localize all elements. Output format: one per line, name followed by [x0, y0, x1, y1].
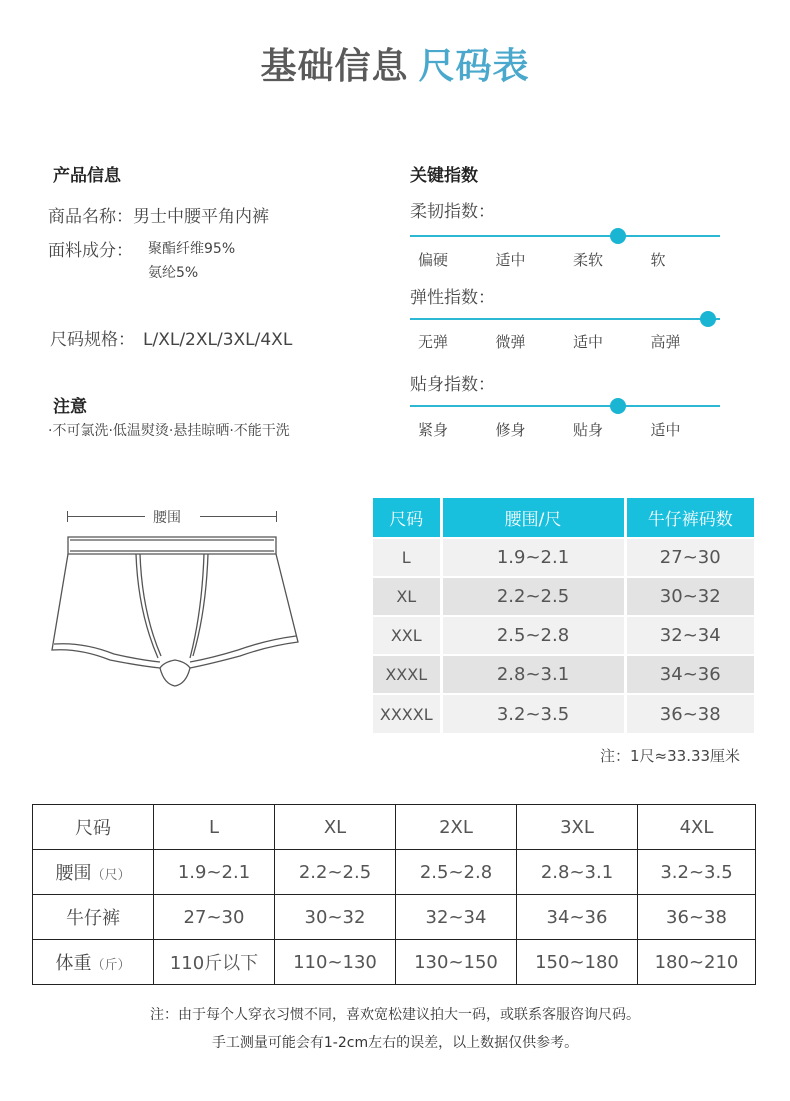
table-cell: L [154, 805, 275, 850]
row-label: 牛仔裤 [66, 908, 120, 929]
table-row [373, 577, 754, 616]
table-row [33, 805, 756, 850]
table-cell: 27~30 [625, 538, 754, 577]
fit-knob [610, 398, 626, 414]
size-table-header: 腰围/尺 [441, 498, 625, 538]
table-cell: 1.9~2.1 [154, 850, 275, 895]
table-row [373, 694, 754, 733]
option: 贴身 [573, 421, 604, 439]
spec-row [50, 325, 292, 350]
table-cell: 32~34 [396, 895, 517, 940]
table-cell: 34~36 [625, 655, 754, 694]
option: 紧身 [418, 421, 449, 439]
table-cell: XL [373, 577, 441, 616]
option: 适中 [573, 333, 604, 351]
softness-label: 柔韧指数： [410, 202, 495, 222]
option: 修身 [495, 421, 526, 439]
table-cell: L [373, 538, 441, 577]
table-cell: 尺码 [33, 805, 154, 850]
key-index-heading: 关键指数 [410, 166, 478, 186]
elasticity-label: 弹性指数： [410, 288, 495, 308]
table-row [373, 538, 754, 577]
table-cell: 110~130 [275, 940, 396, 985]
table-cell: XXXL [373, 655, 441, 694]
table-row [33, 940, 756, 985]
table-cell: XXXXL [373, 694, 441, 733]
waist-label: 腰围 [153, 510, 181, 526]
notice-text: ·不可氯洗·低温熨烫·悬挂晾晒·不能干洗 [48, 423, 290, 439]
option: 微弹 [495, 333, 526, 351]
table-row [373, 655, 754, 694]
table-cell: 34~36 [517, 895, 638, 940]
table-cell: 2.8~3.1 [441, 655, 625, 694]
table-row [373, 616, 754, 655]
table-cell: 150~180 [517, 940, 638, 985]
waist-marker-right [276, 511, 277, 522]
table-cell: 110斤以下 [154, 940, 275, 985]
table-cell: 32~34 [625, 616, 754, 655]
table-cell: 3.2~3.5 [638, 850, 756, 895]
option: 适中 [495, 251, 526, 269]
table-cell: 2.5~2.8 [396, 850, 517, 895]
notice-heading: 注意 [53, 397, 87, 417]
unit-note: 注：1尺≈33.33厘米 [600, 747, 741, 765]
option: 偏硬 [418, 251, 449, 269]
option: 高弹 [650, 333, 681, 351]
table-cell: 36~38 [638, 895, 756, 940]
title-part1: 基础信息 [260, 46, 409, 87]
row-unit: （斤） [91, 958, 131, 973]
fit-track [410, 405, 720, 407]
table-cell: 180~210 [638, 940, 756, 985]
option: 无弹 [418, 333, 449, 351]
waist-line-right [200, 516, 276, 517]
table-cell: 36~38 [625, 694, 754, 733]
row-label: 体重 [55, 953, 92, 974]
table-cell: 2.5~2.8 [441, 616, 625, 655]
size-chart-table [32, 804, 756, 985]
row-label-cell [33, 940, 154, 985]
product-info-heading: 产品信息 [53, 166, 121, 186]
row-label: 腰围 [55, 863, 92, 884]
option: 软 [650, 251, 666, 269]
product-name-value: 男士中腰平角内裤 [133, 207, 269, 227]
row-label-cell [33, 850, 154, 895]
row-label-cell [33, 895, 154, 940]
table-cell: 3.2~3.5 [441, 694, 625, 733]
page-title [0, 38, 790, 89]
fabric-line2: 氨纶5% [148, 265, 199, 281]
size-table-header: 牛仔裤码数 [625, 498, 754, 538]
table-cell: 27~30 [154, 895, 275, 940]
row-unit: （尺） [91, 868, 131, 883]
footer-note-1: 注：由于每个人穿衣习惯不同，喜欢宽松建议拍大一码，或联系客服咨询尺码。 [150, 1007, 640, 1023]
table-cell: 2XL [396, 805, 517, 850]
table-cell: 2.8~3.1 [517, 850, 638, 895]
product-name-label: 商品名称： [48, 207, 133, 227]
table-row [33, 895, 756, 940]
table-cell: XL [275, 805, 396, 850]
table-cell: 1.9~2.1 [441, 538, 625, 577]
spec-value: L/XL/2XL/3XL/4XL [143, 330, 293, 350]
elasticity-options [410, 331, 720, 352]
table-cell: 30~32 [275, 895, 396, 940]
softness-knob [610, 228, 626, 244]
briefs-illustration-icon [40, 532, 310, 692]
elasticity-knob [700, 311, 716, 327]
table-cell: XXL [373, 616, 441, 655]
waist-line-left [67, 516, 145, 517]
size-table-header: 尺码 [373, 498, 441, 538]
softness-track [410, 235, 720, 237]
size-table [373, 498, 754, 733]
fit-options [410, 419, 720, 440]
table-cell: 4XL [638, 805, 756, 850]
table-row [33, 850, 756, 895]
product-name-row [48, 202, 269, 227]
spec-label: 尺码规格： [50, 330, 135, 350]
softness-options [410, 249, 720, 270]
table-cell: 2.2~2.5 [441, 577, 625, 616]
fabric-label: 面料成分： [48, 241, 133, 261]
footer-note-2: 手工测量可能会有1-2cm左右的误差，以上数据仅供参考。 [211, 1035, 579, 1051]
table-cell: 2.2~2.5 [275, 850, 396, 895]
table-cell: 30~32 [625, 577, 754, 616]
option: 柔软 [573, 251, 604, 269]
title-part2: 尺码表 [418, 46, 530, 87]
table-cell: 3XL [517, 805, 638, 850]
option: 适中 [650, 421, 681, 439]
table-cell: 130~150 [396, 940, 517, 985]
elasticity-track [410, 318, 720, 320]
fit-label: 贴身指数： [410, 375, 495, 395]
fabric-line1: 聚酯纤维95% [148, 241, 236, 257]
